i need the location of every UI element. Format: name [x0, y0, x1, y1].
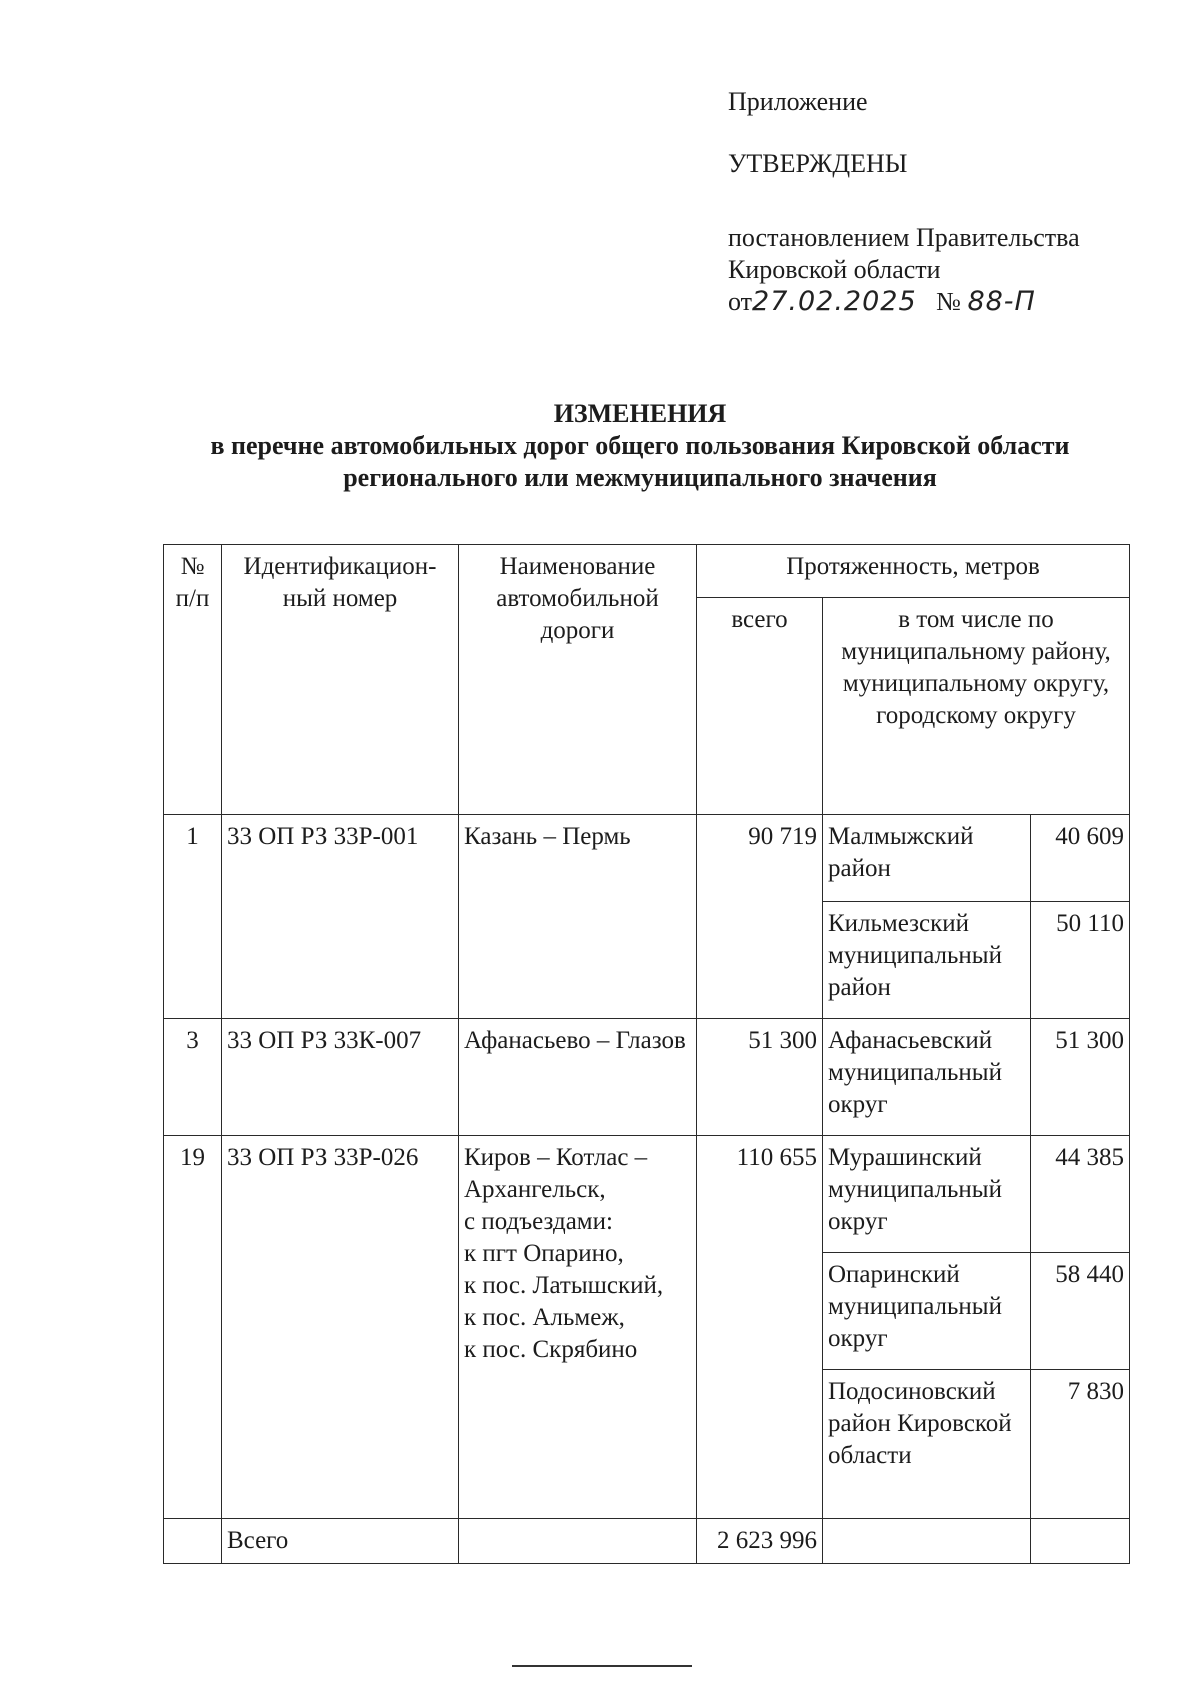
header-id: Идентификацион-ный номер — [222, 545, 459, 815]
row-num: 3 — [164, 1019, 222, 1136]
district-name: Подосиновский район Кировской области — [823, 1370, 1031, 1519]
row-name: Казань – Пермь — [459, 815, 697, 1019]
decree-line-2: Кировской области — [728, 255, 941, 284]
approved-label: УТВЕРЖДЕНЫ — [728, 149, 908, 178]
summary-empty-cell — [823, 1519, 1031, 1564]
district-name: Кильмезский муниципальный район — [823, 902, 1031, 1019]
table-row — [164, 1136, 1130, 1253]
roads-table — [163, 544, 1130, 1564]
header-length: Протяженность, метров — [697, 545, 1130, 598]
row-name-line: к пос. Латышский, — [464, 1272, 664, 1299]
row-name-line: Архангельск, — [464, 1176, 606, 1203]
district-length: 50 110 — [1031, 902, 1130, 1019]
row-name-line: к пос. Скрябино — [464, 1336, 638, 1363]
district-name: Афанасьевский муниципальный округ — [823, 1019, 1031, 1136]
footer-divider — [512, 1665, 692, 1667]
approval-block — [728, 86, 1128, 318]
district-name: Опаринский муниципальный округ — [823, 1253, 1031, 1370]
summary-empty-cell — [459, 1519, 697, 1564]
district-length: 44 385 — [1031, 1136, 1130, 1253]
table-row — [164, 1019, 1130, 1136]
date-prefix: от — [728, 287, 753, 316]
table-row — [164, 815, 1130, 902]
summary-label: Всего — [222, 1519, 459, 1564]
row-id: 33 ОП РЗ 33Р-026 — [222, 1136, 459, 1519]
row-num: 1 — [164, 815, 222, 1019]
title-heading: ИЗМЕНЕНИЯ — [553, 399, 727, 428]
row-total: 110 655 — [697, 1136, 823, 1519]
decree-line-1: постановлением Правительства — [728, 223, 1080, 252]
row-num: 19 — [164, 1136, 222, 1519]
summary-empty-cell — [1031, 1519, 1130, 1564]
summary-empty-cell — [164, 1519, 222, 1564]
handwritten-date: 27.02.2025 — [752, 286, 917, 317]
decree-date-line — [728, 286, 1128, 318]
summary-row — [164, 1519, 1130, 1564]
district-name: Малмыжский район — [823, 815, 1031, 902]
row-total: 51 300 — [697, 1019, 823, 1136]
row-name-line: Киров – Котлас – — [464, 1144, 648, 1171]
number-prefix: № — [936, 287, 961, 316]
summary-total: 2 623 996 — [697, 1519, 823, 1564]
row-total: 90 719 — [697, 815, 823, 1019]
row-name — [459, 1136, 697, 1519]
row-name-line: к пгт Опарино, — [464, 1240, 624, 1267]
district-length: 51 300 — [1031, 1019, 1130, 1136]
district-name: Мурашинский муниципальный округ — [823, 1136, 1031, 1253]
title-line-1: в перечне автомобильных дорог общего пользования Кировской области — [210, 431, 1070, 460]
table-header-row — [164, 545, 1130, 598]
district-length: 7 830 — [1031, 1370, 1130, 1519]
row-id: 33 ОП РЗ 33Р-001 — [222, 815, 459, 1019]
district-length: 40 609 — [1031, 815, 1130, 902]
header-total: всего — [697, 598, 823, 815]
row-id: 33 ОП РЗ 33К-007 — [222, 1019, 459, 1136]
row-name-line: с подъездами: — [464, 1208, 613, 1235]
document-title — [160, 398, 1120, 494]
row-name-line: к пос. Альмеж, — [464, 1304, 625, 1331]
title-line-2: регионального или межмуниципального значения — [343, 463, 937, 492]
header-num: № п/п — [164, 545, 222, 815]
district-length: 58 440 — [1031, 1253, 1130, 1370]
header-breakdown: в том числе по муниципальному району, муниципальному округу, городскому округу — [823, 598, 1130, 815]
handwritten-number: 88-П — [967, 286, 1036, 317]
header-name: Наименование автомобильной дороги — [459, 545, 697, 815]
annex-label: Приложение — [728, 87, 868, 116]
row-name: Афанасьево – Глазов — [459, 1019, 697, 1136]
